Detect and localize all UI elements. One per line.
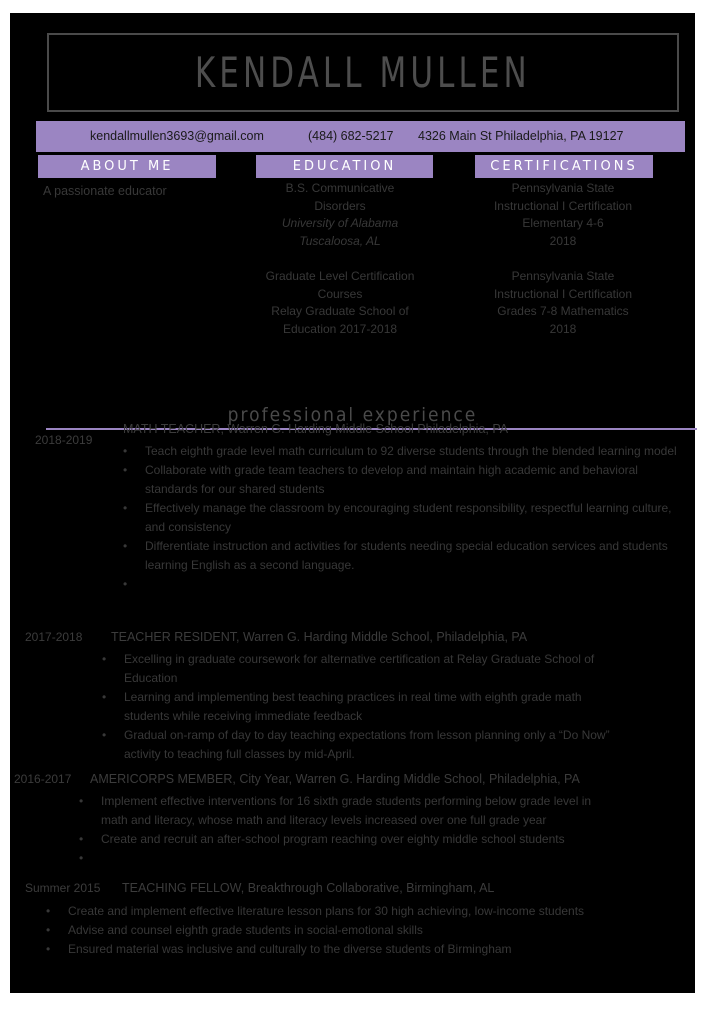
job-title: AMERICORPS MEMBER, City Year, Warren G. Harding Middle School, Philadelphia, PA [90, 772, 580, 786]
bullet-item: • Learning and implementing best teaching practices in real time with eighth grade math students while receiving immediate feedback [102, 688, 622, 726]
bullet-item: • Create and implement effective literature lesson plans for 30 high achieving, low-income students [46, 902, 646, 921]
bullet-item: • Effectively manage the classroom by encouraging student responsibility, respectful learning culture, and consistency [123, 499, 688, 537]
job-bullets [123, 442, 688, 594]
cert-line: Pennsylvania State [511, 181, 615, 195]
cert-line: 2018 [549, 233, 577, 248]
degree-line: Graduate Level Certification [265, 268, 415, 283]
cert-line: Pennsylvania State [511, 268, 615, 283]
job-date: 2016-2017 [14, 772, 72, 786]
job-date: Summer 2015 [25, 881, 101, 895]
job-title: TEACHER RESIDENT, Warren G. Harding Middle School, Philadelphia, PA [111, 630, 528, 644]
cert-line: Grades 7-8 Mathematics [497, 304, 629, 319]
bullet-item: • Advise and counsel eighth grade students in social-emotional skills [46, 921, 646, 940]
education-heading: EDUCATION [256, 155, 433, 178]
bullet-item: • Gradual on-ramp of day to day teaching expectations from lesson planning only a “Do Now” activity to teaching full classes by mid-April. [102, 726, 622, 764]
degree-line: Disorders [314, 198, 366, 213]
about-text: A passionate educator [43, 184, 167, 198]
certifications-column [463, 180, 663, 338]
bullet-item: • Ensured material was inclusive and culturally to the diverse students of Birmingham [46, 940, 646, 959]
degree-line: Courses [317, 286, 363, 301]
job-date: 2018-2019 [35, 433, 93, 447]
bullet-item [79, 849, 619, 868]
job-date: 2017-2018 [25, 630, 83, 644]
about-heading: ABOUT ME [38, 155, 216, 178]
contact-bar [36, 121, 685, 152]
bullet-item: • Collaborate with grade team teachers to develop and maintain high academic and behavioral standards for our shared students [123, 461, 688, 499]
email: kendallmullen3693@gmail.com [90, 129, 264, 143]
cert-line: Instructional I Certification [493, 198, 633, 213]
job-bullets [102, 650, 622, 764]
bullet-item: • Differentiate instruction and activities for students needing special education services and students learning English as a second language. [123, 537, 688, 575]
cert-line: Instructional I Certification [493, 286, 633, 301]
job-bullets [46, 902, 646, 959]
certifications-heading: CERTIFICATIONS [475, 155, 653, 178]
education-column [240, 180, 440, 338]
address: 4326 Main St Philadelphia, PA 19127 [418, 129, 624, 143]
bullet-item [123, 575, 688, 594]
degree-line: B.S. Communicative [285, 181, 395, 195]
school-line: University of Alabama [281, 216, 399, 231]
bullet-item: • Teach eighth grade level math curriculum to 92 diverse students through the blended learning model [123, 442, 688, 461]
degree-line: Relay Graduate School of [271, 304, 409, 319]
phone: (484) 682-5217 [308, 129, 394, 143]
experience-heading: professional experience [227, 404, 478, 426]
cert-line: 2018 [549, 321, 577, 336]
name-banner [47, 33, 679, 112]
school-location: Tuscaloosa, AL [299, 233, 381, 248]
degree-line: Education 2017-2018 [282, 321, 398, 336]
candidate-name: KENDALL MULLEN [195, 48, 531, 97]
cert-line: Elementary 4-6 [522, 216, 604, 231]
job-title: MATH TEACHER, Warren G. Harding Middle School Philadelphia, PA [123, 422, 509, 436]
bullet-item: • Create and recruit an after-school program reaching over eighty middle school students [79, 830, 619, 849]
bullet-item: • Implement effective interventions for 16 sixth grade students performing below grade level in math and literacy, whose math and literacy levels increased over one full grade year [79, 792, 619, 830]
bullet-item: • Excelling in graduate coursework for alternative certification at Relay Graduate School of Education [102, 650, 622, 688]
resume-page [10, 13, 695, 993]
job-title: TEACHING FELLOW, Breakthrough Collaborative, Birmingham, AL [122, 881, 495, 895]
job-bullets [79, 792, 619, 868]
